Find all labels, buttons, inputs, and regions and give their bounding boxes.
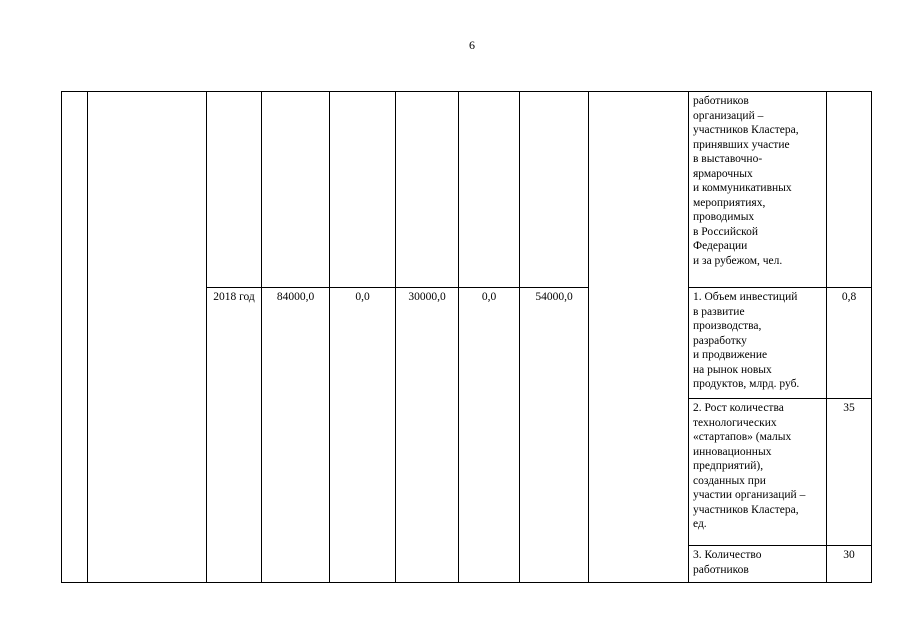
total-cell: 84000,0 — [262, 288, 330, 583]
budget-cell: 30000,0 — [396, 288, 459, 583]
budget-cell — [520, 92, 589, 288]
executor-cell — [589, 92, 689, 583]
indicator-text: 3. Количество работников — [689, 546, 827, 583]
budget-cell: 0,0 — [330, 288, 396, 583]
year-cell: 2018 год — [207, 288, 262, 583]
budget-cell — [396, 92, 459, 288]
budget-cell: 0,0 — [459, 288, 520, 583]
page-number: 6 — [469, 38, 475, 52]
table-row — [62, 92, 872, 288]
budget-cell — [459, 92, 520, 288]
indicator-text: работников организаций – участников Кластера, принявших участие в выставочно- ярмарочных и коммуникативных мероприятиях, проводимых в Российской Федерации и за рубежом, чел. — [689, 92, 827, 288]
indicator-text: 2. Рост количества технологических «стартапов» (малых инновационных предприятий), созданных при участии организаций – участников Кластера, ед. — [689, 399, 827, 546]
number-cell — [62, 92, 88, 583]
indicator-text: 1. Объем инвестиций в развитие производства, разработку и продвижение на рынок новых продуктов, млрд. руб. — [689, 288, 827, 399]
period-cell — [207, 92, 262, 288]
data-table — [61, 91, 872, 583]
indicator-value: 30 — [827, 546, 872, 583]
event-name-cell — [88, 92, 207, 583]
indicator-value — [827, 92, 872, 288]
indicator-value: 0,8 — [827, 288, 872, 399]
budget-cell — [330, 92, 396, 288]
total-cell — [262, 92, 330, 288]
budget-cell: 54000,0 — [520, 288, 589, 583]
indicator-value: 35 — [827, 399, 872, 546]
